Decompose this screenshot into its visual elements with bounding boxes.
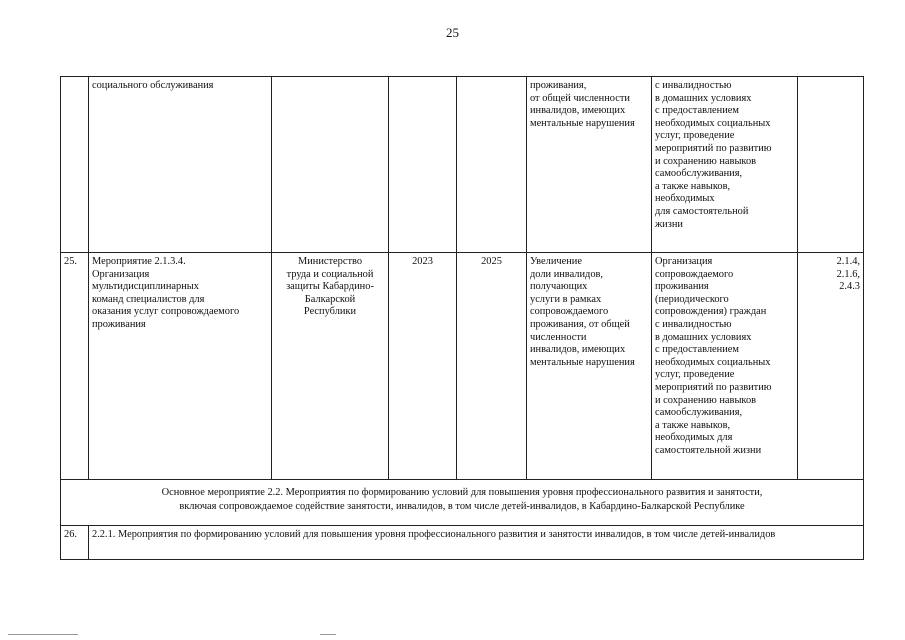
scan-artifact-line bbox=[8, 634, 78, 635]
table-row-continuation bbox=[61, 77, 864, 253]
cell-links: 2.1.4, 2.1.6, 2.4.3 bbox=[798, 253, 864, 480]
cell-end-year: 2025 bbox=[457, 253, 527, 480]
cell-consequence: Организация сопровождаемого проживания (периодического сопровождения) граждан с инвалидностью в домашних условиях с предоставлением необходимых социальных услуг, проведение мероприятий по развитию и сохранению навыков самообслуживания, а также навыков, необходимых для самостоятельной жизни bbox=[652, 253, 798, 480]
cell-number: 25. bbox=[61, 253, 89, 480]
section-heading-row bbox=[61, 480, 864, 526]
scan-artifact-line bbox=[320, 634, 336, 635]
cell-end-year bbox=[457, 77, 527, 253]
cell-links bbox=[798, 77, 864, 253]
cell-start-year bbox=[389, 77, 457, 253]
cell-measure-name: Мероприятие 2.1.3.4. Организация мультидисциплинарных команд специалистов для оказания услуг сопровождаемого проживания bbox=[89, 253, 272, 480]
table-row-26 bbox=[61, 526, 864, 560]
measures-table bbox=[60, 76, 864, 560]
cell-number: 26. bbox=[61, 526, 89, 560]
cell-measure-name: социального обслуживания bbox=[89, 77, 272, 253]
cell-expected-result: проживания, от общей численности инвалидов, имеющих ментальные нарушения bbox=[527, 77, 652, 253]
cell-expected-result: Увеличение доли инвалидов, получающих услуги в рамках сопровождаемого проживания, от общей численности инвалидов, имеющих ментальные нарушения bbox=[527, 253, 652, 480]
cell-consequence: с инвалидностью в домашних условиях с предоставлением необходимых социальных услуг, проведение мероприятий по развитию и сохранению навыков самообслуживания, а также навыков, необходимых для самостоятельной жизни bbox=[652, 77, 798, 253]
cell-number bbox=[61, 77, 89, 253]
cell-measure-text: 2.2.1. Мероприятия по формированию условий для повышения уровня профессионального развития и занятости инвалидов, в том числе детей-инвалидов bbox=[89, 526, 864, 560]
table-row-25 bbox=[61, 253, 864, 480]
cell-start-year: 2023 bbox=[389, 253, 457, 480]
section-heading: Основное мероприятие 2.2. Мероприятия по формированию условий для повышения уровня профессионального развития и занятости, включая сопровождаемое содействие занятости, инвалидов, в том числе детей-инвалидов, в Кабардино-Балкарской Республике bbox=[61, 480, 864, 526]
cell-executor: Министерство труда и социальной защиты Кабардино- Балкарской Республики bbox=[272, 253, 389, 480]
page-number: 25 bbox=[446, 25, 459, 40]
cell-executor bbox=[272, 77, 389, 253]
